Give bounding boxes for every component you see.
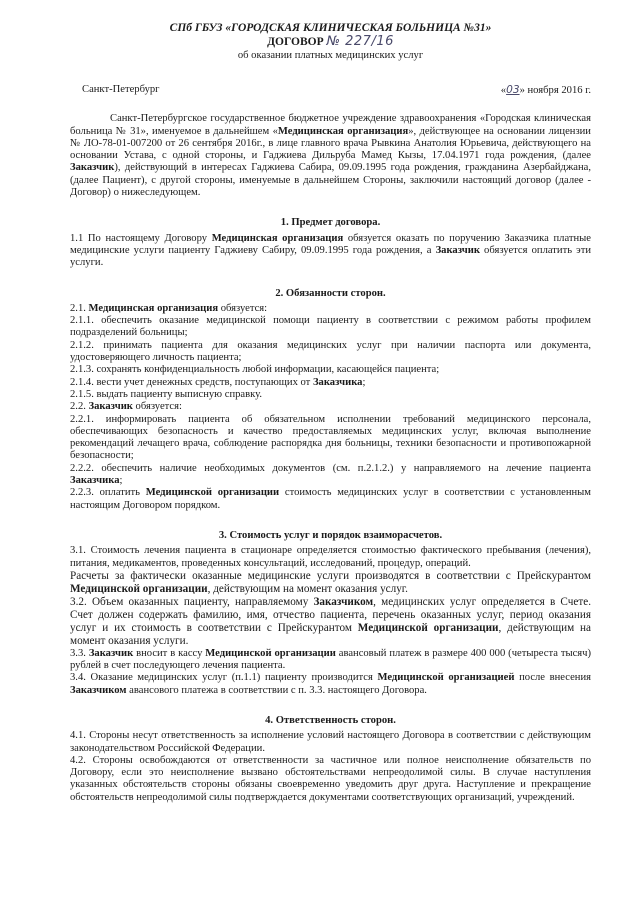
- clause-2-2-2: 2.2.2. обеспечить наличие необходимых документов (см. п.2.1.2.) у направляемого на лечение пациента Заказчика;: [70, 462, 591, 487]
- place-date-row: [70, 84, 591, 97]
- section-2-heading: 2. Обязанности сторон.: [275, 287, 386, 299]
- clause-3-4: 3.4. Оказание медицинских услуг (п.1.1) пациенту производится Медицинской организацией после внесения Заказчиком авансового платежа в соответствии с п. 3.3. настоящего Договора.: [70, 672, 592, 696]
- clause-2-1-2: 2.1.2. принимать пациента для оказания медицинских услуг при наличии паспорта или документа, удостоверяющего личность пациента;: [70, 339, 591, 364]
- contract-number-handwritten: № 227/16: [326, 34, 394, 49]
- clause-2-1-4: 2.1.4. вести учет денежных средств, поступающих от Заказчика;: [70, 376, 366, 388]
- contract-title: [70, 35, 591, 49]
- contract-subtitle: об оказании платных медицинских услуг: [237, 50, 424, 61]
- clause-2-1: 2.1. Медицинская организация обязуется:: [70, 302, 268, 314]
- clause-4-1: 4.1. Стороны несут ответственность за исполнение условий настоящего Договора в соответствии с действующим законодательством Российской Федерации.: [70, 730, 591, 754]
- date-day-handwritten: 03: [506, 84, 520, 96]
- clause-2-1-1: 2.1.1. обеспечить оказание медицинской помощи пациенту в соответствии с режимом работы профилем подразделений больницы;: [70, 315, 591, 339]
- section-1-heading: 1. Предмет договора.: [280, 217, 381, 229]
- clause-1-1: 1.1 По настоящему Договору Медицинская организация обязуется оказать по поручению Заказчика платные медицинские услуги пациенту Гаджиеву Сабиру, 09.09.1995 года рождения, а Заказчик обязуется оплатить эти услуги.: [70, 232, 591, 269]
- contract-date: «03» ноября 2016 г.: [500, 84, 591, 96]
- clause-2-2-1: 2.2.1. информировать пациента об обязательном исполнении требований медицинского персонала, обеспечивающих безопасность и качество предоставляемых медицинских услуг, включая выполнение рекомендаций лечащего врача, соблюдение распорядка дня больницы, техники безопасности и противопожарной безопасности;: [70, 413, 591, 462]
- contract-title-label: ДОГОВОР: [267, 36, 324, 48]
- clause-2-1-5: 2.1.5. выдать пациенту выписную справку.: [70, 388, 262, 400]
- clause-2-2: 2.2. Заказчик обязуется:: [70, 401, 182, 413]
- clause-2-2-3: 2.2.3. оплатить Медицинской организации стоимость медицинских услуг в соответствии с установленным настоящим Договором порядком.: [70, 487, 591, 511]
- section-4-heading: 4. Ответственность сторон.: [265, 714, 396, 726]
- city: Санкт-Петербург: [82, 84, 160, 95]
- intro-paragraph: Санкт-Петербургское государственное бюджетное учреждение здравоохранения «Городская клиническая больница № 31», именуемое в дальнейшем «Медицинская организация», действующее на основании лицензии № ЛО-78-01-007200 от 26 сентября 2016г., в лице главного врача Рывкина Анатолия Юрьевича, действующего на основании Устава, с одной стороны, и Гаджиева Дильруба Мамед Кызы, 17.04.1971 года рождения, (далее Заказчик), действующий в интересах Гаджиева Сабира, 09.09.1995 года рождения, гражданина Азербайджана, (далее Пациент), с другой стороны, именуемые в дальнейшем Стороны, заключили настоящий договор (далее - Договор) о нижеследующем.: [70, 113, 591, 199]
- clause-2-1-3: 2.1.3. сохранять конфиденциальность любой информации, касающейся пациента;: [70, 364, 440, 376]
- clause-4-2: 4.2. Стороны освобождаются от ответственности за частичное или полное неисполнение обязательств по Договору, если это неисполнение вызвано обстоятельствами непреодолимой силы. В случае наступления указанных обстоятельств стороны обязаны своевременно уведомить друг друга. Наступление и прекращение обстоятельств непреодолимой силы подтверждается документами соответствующих организаций, учреждений.: [70, 754, 591, 803]
- organization-header: СПб ГБУЗ «ГОРОДСКАЯ КЛИНИЧЕСКАЯ БОЛЬНИЦА №31»: [169, 22, 492, 34]
- clause-3-1: 3.1. Стоимость лечения пациента в стационаре определяется стоимостью фактического пребывания (лечения), питания, медикаментов, проведенных консультаций, исследований, процедур, операций.: [70, 545, 591, 569]
- clause-3-1-settlement: Расчеты за фактически оказанные медицинские услуги производятся в соответствии с Прейскурантом Медицинской организации, действующим на момент оказания услуг.: [70, 569, 591, 595]
- clause-3-3: 3.3. Заказчик вносит в кассу Медицинской организации авансовый платеж в размере 400 000 (четыреста тысяч) рублей в счет последующего лечения пациента.: [70, 647, 591, 672]
- section-3-heading: 3. Стоимость услуг и порядок взаиморасчетов.: [218, 529, 443, 541]
- clause-3-2: 3.2. Объем оказанных пациенту, направляемому Заказчиком, медицинских услуг определяется в Счете. Счет должен содержать фамилию, имя, отчество пациента, перечень оказанных услуг, период оказания услуг и их стоимость в соответствии с Прейскурантом Медицинской организации, действующим на момент оказания услуги.: [70, 595, 592, 647]
